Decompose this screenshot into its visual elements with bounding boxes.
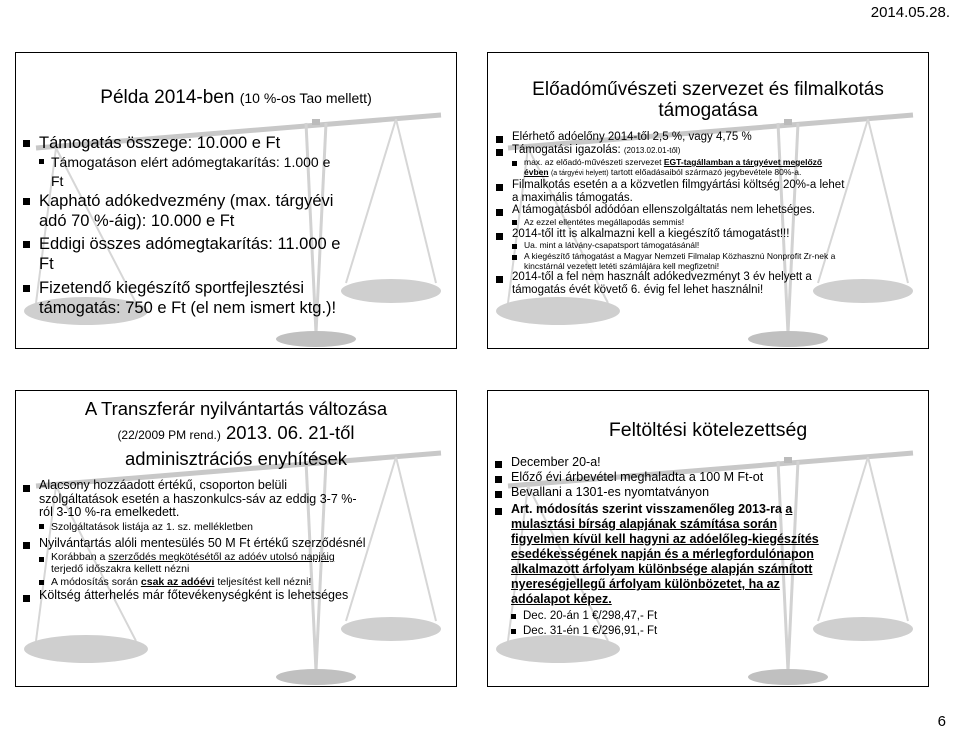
slide3-bullet: Költség átterhelés már főtevékenységként is lehetséges (21, 589, 366, 603)
slide3-subbullet: A módosítás során csak az adóévi teljesítést kell nézni! (21, 575, 366, 589)
slide-example-2014 (15, 52, 457, 349)
slide-upload-obligation (487, 390, 929, 687)
slide3-title (16, 397, 456, 471)
header-date: 2014.05.28. (870, 4, 950, 21)
slide1-bullet: Eddigi összes adómegtakarítás: 11.000 e Ft (21, 234, 346, 274)
slide2-bullet: Filmalkotás esetén a a közvetlen filmgyártási költség 20%-a lehet a maximális támogatás. (494, 179, 846, 204)
slide2-bullet: Elérhető adóelőny 2014-től 2,5 %, vagy 4,75 % (494, 131, 846, 144)
slide-performing-arts-film (487, 52, 929, 349)
slide3-subbullet: Korábban a szerződés megkötésétől az adóév utolsó napjáig terjedő időszakra kellett nézni (21, 552, 366, 575)
slide-transfer-pricing (15, 390, 457, 687)
slide1-title-main: Példa 2014-ben (100, 87, 235, 108)
slide2-subbullet: Ua. mint a látvány-csapatsport támogatásánál! (494, 240, 846, 251)
slide2-bullet: 2014-től a fel nem használt adókedvezményt 3 év helyett a támogatás évét követő 6. évig fel lehet használni! (494, 271, 846, 296)
slide1-bullet: Kapható adókedvezmény (max. tárgyévi adó 70 %-áig): 10.000 e Ft (21, 191, 346, 231)
slide3-bullets (21, 479, 366, 603)
slide1-title (16, 87, 456, 109)
slide4-title: Feltöltési kötelezettség (608, 419, 808, 441)
slide1-title-small: (10 %-os Tao mellett) (239, 90, 372, 106)
slide4-subbullet: Dec. 31-én 1 €/296,91,- Ft (493, 624, 838, 639)
slide4-bullet: Art. módosítás szerint visszamenőleg 2013-ra a mulasztási bírság alapjának számítása során figyelmen kívül kell hagyni az adóelőleg-kiegészítés esedékességének napján és a mérlegfordulónapon alkalmazott árfolyam különbsége alapján számított nyereségjellegű árfolyam különbözetet, ha az adóalapot képez. (493, 502, 838, 607)
page-number: 6 (937, 713, 946, 730)
slide4-subbullet: Dec. 20-án 1 €/298,47,- Ft (493, 609, 838, 624)
slide1-bullet: Fizetendő kiegészítő sportfejlesztési támogatás: 750 e Ft (el nem ismert ktg.)! (21, 278, 346, 318)
slide4-bullet: Előző évi árbevétel meghaladta a 100 M Ft-ot (493, 470, 838, 485)
slide3-bullet: Nyilvántartás alóli mentesülés 50 M Ft értékű szerződésnél (21, 537, 366, 551)
slide4-bullet: Bevallani a 1301-es nyomtatványon (493, 485, 838, 500)
slide1-subbullet: Támogatáson elért adómegtakarítás: 1.000 e Ft (21, 153, 346, 191)
slide2-subbullet: A kiegészítő támogatást a Magyar Nemzeti Filmalap Közhasznú Nonprofit Zr-nek a kincstárnál vezetett letéti számlájára kell megfizetni! (494, 251, 846, 271)
slide3-subbullet: Szolgáltatások listája az 1. sz. mellékletben (21, 520, 366, 534)
slide2-subbullet: Az ezzel ellentétes megállapodás semmis! (494, 217, 846, 228)
slide4-bullet: December 20-a! (493, 455, 838, 470)
slide2-bullet: A támogatásból adódóan ellenszolgáltatás nem lehetséges. (494, 204, 846, 217)
slide3-title-line1: A Transzferár nyilvántartás változása (84, 398, 388, 419)
slide3-title-line2: (22/2009 PM rend.) 2013. 06. 21-től (117, 422, 355, 443)
slide1-bullets (21, 133, 346, 318)
slide2-bullets (494, 131, 846, 296)
slide4-bullets (493, 455, 838, 639)
slide2-subbullet: max. az előadó-művészeti szervezet EGT-tagállamban a tárgyévet megelőző évben (a tárgyévi helyett) tartott előadásaiból származó jegybevétele 80%-a. (494, 157, 846, 179)
slide2-bullet: 2014-től itt is alkalmazni kell a kiegészítő támogatást!!! (494, 228, 846, 241)
slide2-title: Előadóművészeti szervezet és filmalkotás támogatása (532, 79, 884, 121)
slide3-bullet: Alacsony hozzáadott értékű, csoporton belüli szolgáltatások esetén a haszonkulcs-sáv az eddig 3-7 %-ról 3-10 %-ra emelkedett. (21, 479, 366, 520)
slide2-bullet: Támogatási igazolás: (2013.02.01-től) (494, 144, 846, 158)
slide3-title-line3: adminisztrációs enyhítések (124, 448, 348, 469)
slide1-bullet: Támogatás összege: 10.000 e Ft (21, 133, 346, 153)
